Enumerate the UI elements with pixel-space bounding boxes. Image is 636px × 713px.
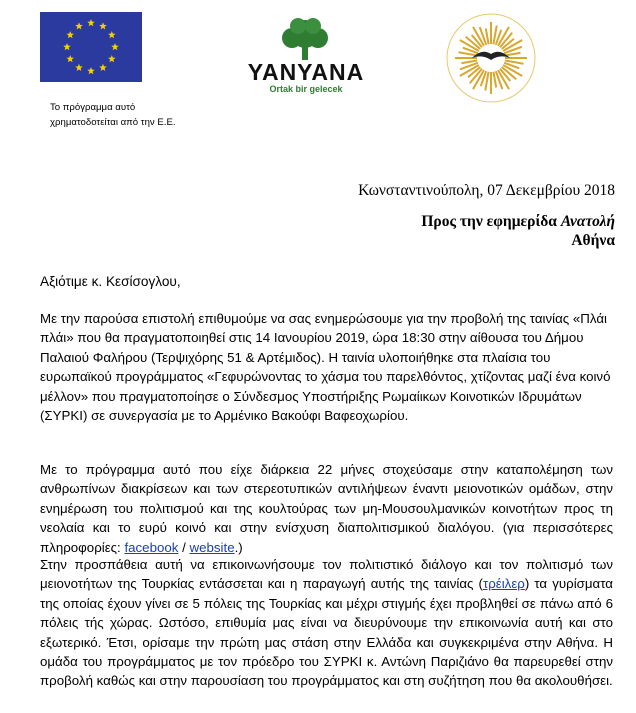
eu-caption-line1: Το πρόγραμμα αυτό [50,102,136,113]
paragraph-2 [40,460,613,557]
tree-icon [282,18,328,60]
seal-ray [461,60,477,63]
letter-date: Κωνσταντινούπολη, 07 Δεκεμβρίου 2018 [358,182,615,199]
yanyana-logo [236,14,376,94]
syrki-seal-logo [442,8,540,108]
recipient-prefix: Προς την εφημερίδα [421,213,561,230]
paragraph-2-text: Με το πρόγραμμα αυτό που είχε διάρκεια 22 μήνες στοχεύσαμε στην καταπολέμηση των ανθρωπίνων διακρίσεων και των στερεοτυπικών αντιλήψεων έναντι μειονοτικών ομάδων, στην ενημέρωση του πολιτισμού και της κουλτούρας των μη-Μουσουλμανικών κοινοτήτων προς τη νεολαία και το ευρύ κοινό και στην ενίσχυση διαπολιτισμικού διαλόγου. (για περισσότερες πληροφορίες: [40,462,613,555]
paragraph-2-end: .) [234,539,243,555]
website-link[interactable]: website [189,539,235,555]
seal-ray [505,53,521,56]
trailer-link[interactable]: τρέιλερ [482,576,525,592]
recipient-line [421,212,615,231]
seal-ray [493,72,496,88]
paragraph-1: Με την παρούσα επιστολή επιθυμούμε να σας ενημερώσουμε για την προβολή της ταινίας «Πλάι πλάι» που θα πραγματοποιηθεί στις 14 Ιανουρίου 2019, ώρα 18:30 στην αίθουσα του Δήμου Παλαιού Φαλήρου (Τερψιχόρης 51 & Αρτέμιδος). Η ταινία υλοποιήθηκε στα πλαίσια του ευρωπαϊκού προγράμματος «Γεφυρώνοντας το χάσμα του παρελθόντος, χτίζοντας μαζί ένα κοινό μέλλον» που πραγματοποίησε ο Σύνδεσμος Υποστήριξης Ρωμαίικων Κοινοτικών Ιδρυμάτων (ΣΥΡΚΙ) σε συνεργασία με το Αρμένικο Βακούφι Βαφεοχωρίου. [40,311,611,424]
eu-funding-caption [50,100,250,130]
paragraph-3-text-b: ) τα γυρίσματα της οποίας έχουν γίνει σε 5 πόλεις της Τουρκίας και μέχρι στιγμής έχει προβληθεί σε πάνω από 6 πόλεις τής χώρας. Ωστόσο, επιθυμία μας είναι να διευρύνουμε την επικοινωνία αυτή και στο εξωτερικό. Έτσι, ορίσαμε την πρώτη μας στάση στην Ελλάδα και συγκεκριμένα στην Αθήνα. Η ομάδα του προγράμματος με τον πρόεδρο του ΣΥΡΚΙ κ. Αντώνη Παριζιάνο θα παρευρεθεί στην προβολή καθώς και στην παρουσίαση του προγράμματος και στη συζήτηση που θα ακολουθήσει. [40,576,613,689]
yanyana-tagline: Ortak bir gelecek [269,84,343,94]
link-separator: / [178,539,190,555]
facebook-link[interactable]: facebook [124,539,179,555]
recipient-newspaper: Ανατολή [560,213,615,230]
seal-ray [486,28,489,44]
yanyana-wordmark: YANYANA [247,59,365,85]
salutation: Αξιότιμε κ. Κεσίσογλου, [40,274,181,289]
eu-caption-line2: χρηματοδοτείται από την Ε.Ε. [50,117,176,128]
recipient-block [421,212,615,250]
eu-flag-logo [40,12,142,82]
recipient-city: Αθήνα [571,232,615,249]
paragraph-3 [40,555,613,691]
paragraph-3-text-a: Στην προσπάθεια αυτή να επικοινωνήσουμε τον πολιτιστικό διάλογο και τον πολιτισμό των μειονοτήτων της Τουρκίας εντάσσεται και η παραγωγή αυτής της ταινίας ( [40,557,613,592]
